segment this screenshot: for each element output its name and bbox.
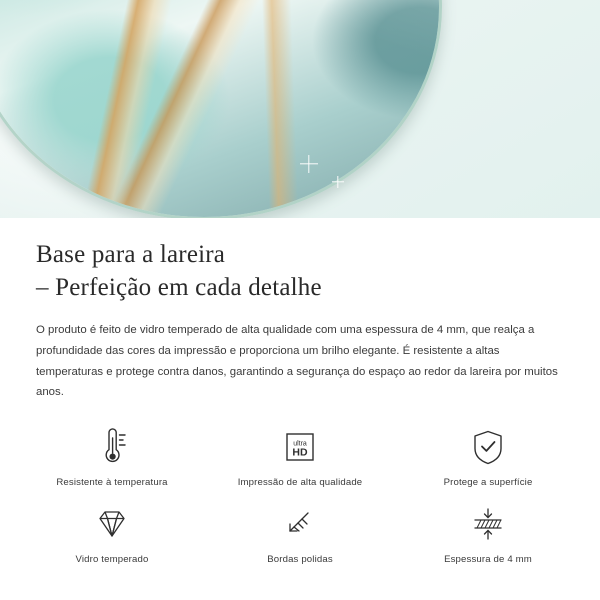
feature-label: Resistente à temperatura xyxy=(56,477,168,488)
feature-label: Protege a superfície xyxy=(443,477,533,488)
ultra-hd-icon xyxy=(280,425,320,469)
glass-board-image xyxy=(0,0,442,218)
hero-image xyxy=(0,0,600,218)
diamond-icon xyxy=(91,502,133,546)
shield-check-icon xyxy=(468,425,508,469)
feature-item-print-quality xyxy=(206,425,394,488)
feature-item-surface-protection xyxy=(394,425,582,488)
content-block xyxy=(0,218,600,403)
headline-line-2: – Perfeição em cada detalhe xyxy=(36,274,322,301)
page-title xyxy=(36,238,564,304)
description-paragraph: O produto é feito de vidro temperado de alta qualidade com uma espessura de 4 mm, que realça a profundidade das cores da impressão e proporciona um brilho elegante. É resistente a altas temperaturas e protege contra danos, garantindo a segurança do espaço ao redor da lareira por muitos anos. xyxy=(36,324,558,399)
feature-grid xyxy=(0,425,600,565)
feature-label: Vidro temperado xyxy=(75,554,149,565)
feature-label: Espessura de 4 mm xyxy=(444,554,532,565)
feature-item-thickness xyxy=(394,502,582,565)
svg-text:HD: HD xyxy=(292,446,308,459)
glass-sheen xyxy=(0,0,439,217)
thermometer-icon xyxy=(92,425,132,469)
feature-item-temperature xyxy=(18,425,206,488)
svg-text:ultra: ultra xyxy=(293,440,307,448)
thickness-arrows-icon xyxy=(466,502,510,546)
headline-line-1: Base para a lareira xyxy=(36,241,226,268)
polished-edges-icon xyxy=(280,502,320,546)
feature-item-tempered-glass xyxy=(18,502,206,565)
feature-label: Bordas polidas xyxy=(267,554,333,565)
feature-label: Impressão de alta qualidade xyxy=(237,477,363,488)
feature-item-polished-edges xyxy=(206,502,394,565)
